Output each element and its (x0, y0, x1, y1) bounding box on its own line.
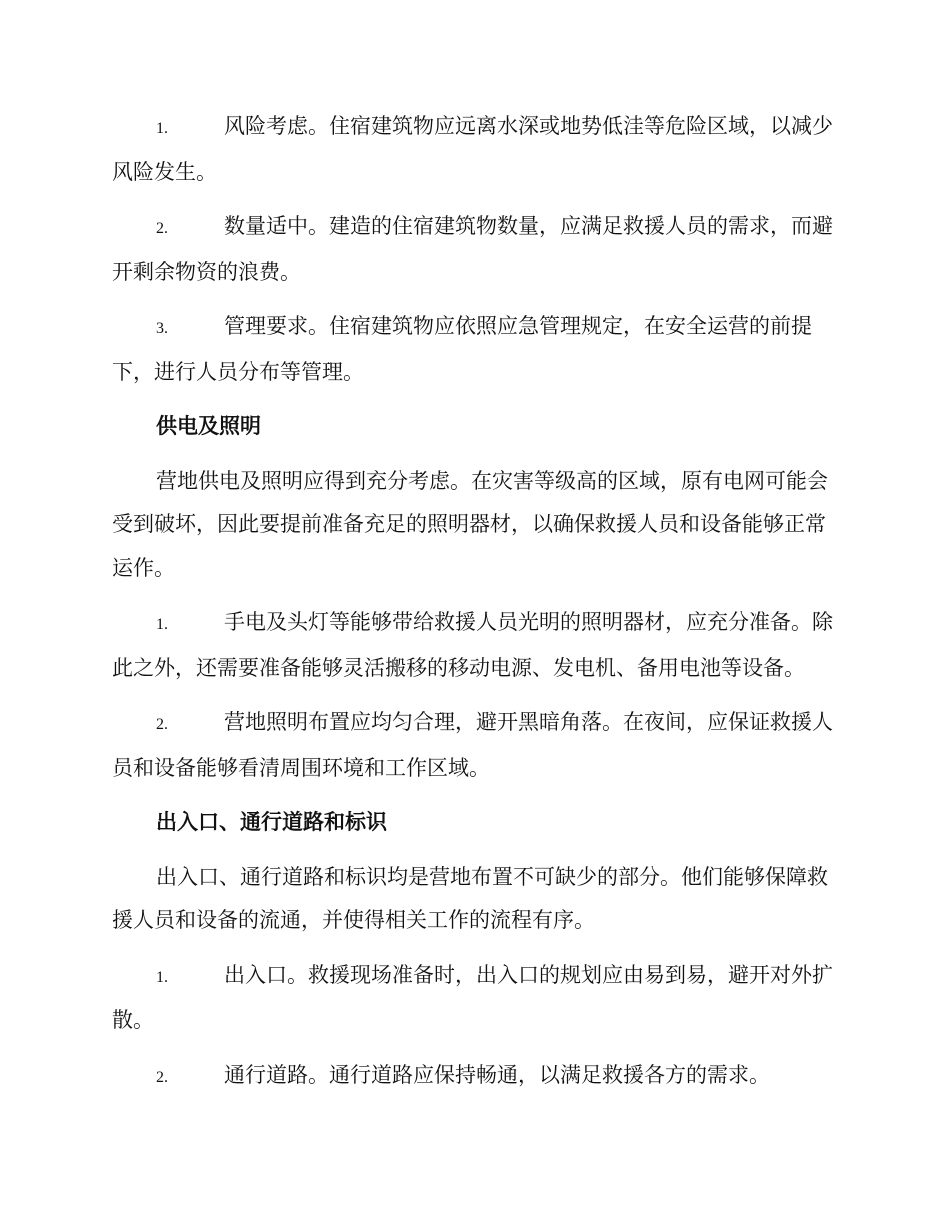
list-item-text: 风险考虑。住宿建筑物应远离水深或地势低洼等危险区域，以减少风险发生。 (112, 114, 833, 184)
list-item-roads (112, 1054, 834, 1100)
list-item-lighting-layout (112, 701, 834, 790)
list-item-text: 出入口。救援现场准备时，出入口的规划应由易到易，避开对外扩散。 (112, 962, 833, 1032)
list-item-text: 管理要求。住宿建筑物应依照应急管理规定，在安全运营的前提下，进行人员分布等管理。 (112, 314, 812, 384)
list-item-management (112, 305, 834, 394)
body-paragraph: 出入口、通行道路和标识均是营地布置不可缺少的部分。他们能够保障救援人员和设备的流通，并使得相关工作的流程有序。 (112, 864, 828, 932)
list-number: 3. (156, 320, 168, 337)
list-number: 1. (156, 968, 168, 986)
list-number: 1. (156, 120, 168, 137)
section-heading-power-lighting: 供电及照明 (156, 414, 261, 438)
body-paragraph: 营地供电及照明应得到充分考虑。在灾害等级高的区域，原有电网可能会受到破坏，因此要提前准备充足的照明器材，以确保救援人员和设备能够正常运作。 (112, 468, 828, 580)
list-item-text: 数量适中。建造的住宿建筑物数量，应满足救援人员的需求，而避开剩余物资的浪费。 (112, 214, 833, 284)
list-item-entrances (112, 954, 834, 1043)
list-number: 1. (156, 616, 168, 633)
list-number: 2. (156, 716, 168, 733)
list-item-lighting-equipment (112, 601, 834, 690)
list-item-text: 通行道路。通行道路应保持畅通，以满足救援各方的需求。 (224, 1062, 770, 1087)
section-heading-entrances-roads-signs: 出入口、通行道路和标识 (156, 810, 387, 834)
list-item-quantity (112, 205, 834, 294)
list-number: 2. (156, 220, 168, 237)
document-page (112, 105, 834, 1110)
list-item-risk (112, 105, 834, 194)
list-item-text: 营地照明布置应均匀合理，避开黑暗角落。在夜间，应保证救援人员和设备能够看清周围环境和工作区域。 (112, 710, 833, 780)
list-number: 2. (156, 1068, 168, 1086)
list-item-text: 手电及头灯等能够带给救援人员光明的照明器材，应充分准备。除此之外，还需要准备能够灵活搬移的移动电源、发电机、备用电池等设备。 (112, 610, 833, 680)
